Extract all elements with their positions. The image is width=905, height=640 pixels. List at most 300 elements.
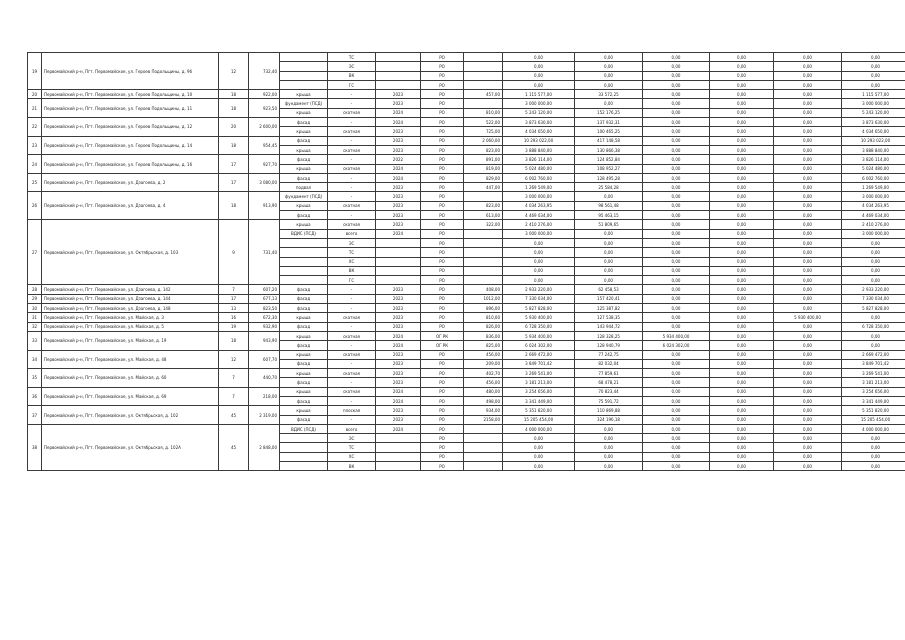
cell-q <box>464 434 503 443</box>
floors-cell: 19 <box>219 322 249 331</box>
table-row <box>28 192 905 201</box>
cell-c3: 0,00 <box>710 99 774 108</box>
cell-year: 2023 <box>376 211 421 220</box>
cell-work <box>280 238 328 247</box>
cell-c3: 0,00 <box>710 443 774 452</box>
cell-mat: скатная <box>328 201 376 210</box>
cell-c2: 0,00 <box>643 462 710 471</box>
cell-c2: 0,00 <box>643 396 710 405</box>
cell-total: 0,00 <box>842 331 905 340</box>
cell-c3: 0,00 <box>710 341 774 350</box>
cell-year: 2023 <box>376 406 421 415</box>
cell-year: 2023 <box>376 90 421 99</box>
cell-c2: 0,00 <box>643 136 710 145</box>
cell-c2: 0,00 <box>643 424 710 433</box>
cell-c4: 0,00 <box>774 192 842 201</box>
cell-mat: - <box>328 155 376 164</box>
cell-year: 2022 <box>376 155 421 164</box>
cell-year: 2023 <box>376 127 421 136</box>
floors-cell: 13 <box>219 304 249 313</box>
cell-c2: 0,00 <box>643 145 710 154</box>
cell-work: ВДИС (ПСД) <box>280 424 328 433</box>
cell-c3: 0,00 <box>710 313 774 322</box>
table-row <box>28 331 905 340</box>
cell-cost: 5 024 480,00 <box>503 164 575 173</box>
cell-year: 2023 <box>376 313 421 322</box>
floors-cell: 18 <box>219 331 249 350</box>
document-sheet <box>27 52 891 471</box>
row-number: 34 <box>28 350 42 369</box>
cell-q <box>464 229 503 238</box>
cell-total: 4 000 000,00 <box>842 424 905 433</box>
cell-q: 725,00 <box>464 127 503 136</box>
cell-c4: 0,00 <box>774 229 842 238</box>
address-cell: Первомайский р-н, Пгт. Первомайское, ул. Майская, д. 3 <box>42 313 219 322</box>
cell-c4: 0,00 <box>774 99 842 108</box>
cell-q: 825,00 <box>464 341 503 350</box>
row-number: 30 <box>28 304 42 313</box>
cell-c2: 0,00 <box>643 415 710 424</box>
floors-cell: 9 <box>219 220 249 285</box>
cell-c3: 0,00 <box>710 266 774 275</box>
cell-cost: 1 269 549,00 <box>503 183 575 192</box>
cell-fin: РО <box>421 350 464 359</box>
cell-year <box>376 266 421 275</box>
cell-c2: 0,00 <box>643 71 710 80</box>
row-number: 29 <box>28 294 42 303</box>
cell-q <box>464 238 503 247</box>
cell-fin: РО <box>421 452 464 461</box>
cell-cost: 4 034 263,95 <box>503 201 575 210</box>
cell-c4: 0,00 <box>774 378 842 387</box>
area-cell: 954,45 <box>249 136 280 155</box>
cell-c1: 0,00 <box>575 424 643 433</box>
cell-cost: 3 849 701,42 <box>503 359 575 368</box>
cell-c2: 0,00 <box>643 294 710 303</box>
cell-c3: 0,00 <box>710 350 774 359</box>
cell-q <box>464 53 503 62</box>
floors-cell: 17 <box>219 155 249 174</box>
cell-c1: 130 866,38 <box>575 145 643 154</box>
cell-fin: РО <box>421 53 464 62</box>
cell-c4: 0,00 <box>774 173 842 182</box>
cell-q <box>464 424 503 433</box>
cell-c4: 0,00 <box>774 331 842 340</box>
cell-q: 836,00 <box>464 331 503 340</box>
cell-q <box>464 248 503 257</box>
row-number: 33 <box>28 331 42 350</box>
floors-cell: 17 <box>219 294 249 303</box>
row-number: 20 <box>28 90 42 99</box>
cell-c4: 0,00 <box>774 71 842 80</box>
cell-q: 891,00 <box>464 155 503 164</box>
floors-cell: 7 <box>219 285 249 294</box>
cell-cost: 2 410 276,00 <box>503 220 575 229</box>
cell-q <box>464 257 503 266</box>
cell-c1: 77 242,75 <box>575 350 643 359</box>
cell-c2: 0,00 <box>643 164 710 173</box>
cell-mat: - <box>328 99 376 108</box>
address-cell: Первомайский р-н, Пгт. Первомайское, ул. Дзагоева, д. 2 <box>42 173 219 192</box>
cell-fin: РО <box>421 359 464 368</box>
cell-fin: РО <box>421 443 464 452</box>
floors-cell: 18 <box>219 99 249 118</box>
cell-cost: 3 341 449,00 <box>503 396 575 405</box>
cell-work <box>280 462 328 471</box>
row-number: 36 <box>28 387 42 406</box>
row-number: 28 <box>28 285 42 294</box>
cell-total: 0,00 <box>842 71 905 80</box>
cell-cost: 3 000 000,00 <box>503 99 575 108</box>
cell-work: крыша <box>280 164 328 173</box>
cell-c2: 0,00 <box>643 53 710 62</box>
cell-mat: ГС <box>328 80 376 89</box>
cell-fin: РО <box>421 322 464 331</box>
cell-c2: 0,00 <box>643 62 710 71</box>
area-cell: 218,00 <box>249 387 280 406</box>
cell-cost: 0,00 <box>503 53 575 62</box>
cell-c4: 0,00 <box>774 406 842 415</box>
area-cell: 2 600,00 <box>249 118 280 137</box>
cell-work: фасад <box>280 304 328 313</box>
cell-total: 0,00 <box>842 434 905 443</box>
cell-c4: 0,00 <box>774 322 842 331</box>
cell-cost: 5 827 828,00 <box>503 304 575 313</box>
cell-work <box>280 80 328 89</box>
cell-fin: РО <box>421 183 464 192</box>
cell-year: 2024 <box>376 331 421 340</box>
cell-mat: ТС <box>328 248 376 257</box>
area-cell: 731,40 <box>249 220 280 285</box>
cell-c1: 95 463,15 <box>575 211 643 220</box>
cell-mat: - <box>328 118 376 127</box>
cell-c4: 0,00 <box>774 462 842 471</box>
cell-c1: 125 387,82 <box>575 304 643 313</box>
cell-c2: 0,00 <box>643 378 710 387</box>
cell-fin: РО <box>421 118 464 127</box>
cell-cost: 6 728 350,00 <box>503 322 575 331</box>
cell-year: 2023 <box>376 294 421 303</box>
floors-cell: 12 <box>219 53 249 90</box>
cell-fin: РО <box>421 155 464 164</box>
cell-work: фасад <box>280 396 328 405</box>
cell-c4: 0,00 <box>774 201 842 210</box>
cell-total: 0,00 <box>842 62 905 71</box>
row-number: 19 <box>28 53 42 90</box>
table-row <box>28 285 905 294</box>
cell-cost: 15 205 454,00 <box>503 415 575 424</box>
cell-c1: 0,00 <box>575 80 643 89</box>
cell-mat: всего <box>328 424 376 433</box>
table-row <box>28 304 905 313</box>
cell-mat: скатная <box>328 108 376 117</box>
cell-mat: - <box>328 285 376 294</box>
cell-year: 2024 <box>376 341 421 350</box>
cell-total: 3 000 000,00 <box>842 99 905 108</box>
address-cell: Первомайский р-н, Пгт. Первомайское, ул. Героев Подольщины, д. 9б <box>42 53 219 90</box>
cell-c3: 0,00 <box>710 155 774 164</box>
cell-year: 2023 <box>376 285 421 294</box>
cell-c2: 0,00 <box>643 173 710 182</box>
cell-fin: РО <box>421 387 464 396</box>
cell-total: 3 849 701,42 <box>842 359 905 368</box>
cell-year: 2024 <box>376 229 421 238</box>
cell-cost: 0,00 <box>503 266 575 275</box>
cell-work <box>280 248 328 257</box>
cell-c1: 100 465,25 <box>575 127 643 136</box>
cell-fin: РО <box>421 406 464 415</box>
area-cell: 732,40 <box>249 53 280 90</box>
cell-mat: - <box>328 415 376 424</box>
address-cell: Первомайский р-н, Пгт. Первомайское, ул. Октябрьская, д. 103 <box>42 220 219 285</box>
cell-c2: 0,00 <box>643 322 710 331</box>
cell-cost: 0,00 <box>503 276 575 285</box>
row-number: 26 <box>28 192 42 220</box>
cell-cost: 6 002 760,00 <box>503 173 575 182</box>
cell-cost: 0,00 <box>503 443 575 452</box>
cell-q: 322,00 <box>464 220 503 229</box>
cell-c2: 0,00 <box>643 266 710 275</box>
cell-work <box>280 276 328 285</box>
cell-total: 3 000 000,00 <box>842 229 905 238</box>
table-row <box>28 406 905 415</box>
cell-c3: 0,00 <box>710 248 774 257</box>
table-row <box>28 387 905 396</box>
cell-total: 0,00 <box>842 452 905 461</box>
cell-work: фасад <box>280 211 328 220</box>
cell-mat: ВК <box>328 71 376 80</box>
cell-mat: - <box>328 304 376 313</box>
address-cell: Первомайский р-н, Пгт. Первомайское, ул. Героев Подольщины, д. 12 <box>42 118 219 137</box>
cell-year: 2024 <box>376 108 421 117</box>
cell-mat: всего <box>328 229 376 238</box>
cell-total: 3 888 840,00 <box>842 145 905 154</box>
cell-year: 2023 <box>376 322 421 331</box>
cell-c4: 0,00 <box>774 248 842 257</box>
row-number: 37 <box>28 406 42 425</box>
area-cell: 932,90 <box>249 322 280 331</box>
cell-fin: РО <box>421 173 464 182</box>
cell-c1: 0,00 <box>575 452 643 461</box>
cell-c1: 0,00 <box>575 434 643 443</box>
cell-cost: 4 469 034,00 <box>503 211 575 220</box>
cell-c3: 0,00 <box>710 359 774 368</box>
cell-work: фасад <box>280 359 328 368</box>
cell-year <box>376 434 421 443</box>
row-number: 24 <box>28 155 42 174</box>
cell-work: крыша <box>280 220 328 229</box>
cell-cost: 0,00 <box>503 434 575 443</box>
cell-c1: 0,00 <box>575 276 643 285</box>
cell-cost: 2 933 220,00 <box>503 285 575 294</box>
cell-cost: 5 351 820,00 <box>503 406 575 415</box>
cell-c1: 75 591,72 <box>575 396 643 405</box>
cell-year <box>376 80 421 89</box>
cell-q: 2158,00 <box>464 415 503 424</box>
cell-c2: 0,00 <box>643 238 710 247</box>
cell-fin: РО <box>421 369 464 378</box>
cell-fin: РО <box>421 266 464 275</box>
cell-total: 2 933 220,00 <box>842 285 905 294</box>
cell-c3: 0,00 <box>710 462 774 471</box>
cell-mat: скатная <box>328 313 376 322</box>
cell-q: 457,00 <box>464 90 503 99</box>
area-cell: 677,13 <box>249 294 280 303</box>
row-number: 25 <box>28 173 42 192</box>
cell-total: 2 410 276,00 <box>842 220 905 229</box>
cell-q <box>464 462 503 471</box>
area-cell: 607,70 <box>249 350 280 369</box>
cell-year: 2023 <box>376 201 421 210</box>
cell-c2: 0,00 <box>643 285 710 294</box>
cell-fin: РО <box>421 211 464 220</box>
cell-work <box>280 257 328 266</box>
floors-cell: 45 <box>219 406 249 425</box>
cell-fin: РО <box>421 90 464 99</box>
cell-total: 0,00 <box>842 248 905 257</box>
area-cell: 913,90 <box>249 192 280 220</box>
cell-total: 0,00 <box>842 341 905 350</box>
cell-year: 2024 <box>376 424 421 433</box>
cell-c3: 0,00 <box>710 136 774 145</box>
cell-cost: 4 034 650,00 <box>503 127 575 136</box>
cell-mat: скатная <box>328 387 376 396</box>
cell-c2: 0,00 <box>643 304 710 313</box>
cell-mat: ТС <box>328 443 376 452</box>
cell-c4: 0,00 <box>774 62 842 71</box>
cell-work: крыша <box>280 406 328 415</box>
cell-c1: 51 809,65 <box>575 220 643 229</box>
cell-q: 826,00 <box>464 322 503 331</box>
cell-year: 2023 <box>376 99 421 108</box>
cell-q: 613,00 <box>464 211 503 220</box>
cell-c3: 0,00 <box>710 164 774 173</box>
cell-mat: - <box>328 136 376 145</box>
address-cell: Первомайский р-н, Пгт. Первомайское, ул. Майская, д. 19 <box>42 331 219 350</box>
cell-c1: 68 478,21 <box>575 378 643 387</box>
cell-c2: 0,00 <box>643 108 710 117</box>
cell-c1: 0,00 <box>575 192 643 201</box>
cell-q: 456,00 <box>464 350 503 359</box>
cell-year <box>376 443 421 452</box>
cell-year <box>376 257 421 266</box>
cell-q <box>464 266 503 275</box>
cell-q: 1012,00 <box>464 294 503 303</box>
cell-year <box>376 276 421 285</box>
cell-work: крыша <box>280 145 328 154</box>
cell-c2: 0,00 <box>643 369 710 378</box>
cell-c2: 0,00 <box>643 183 710 192</box>
cell-work: фасад <box>280 294 328 303</box>
cell-mat: ТС <box>328 53 376 62</box>
cell-c4: 0,00 <box>774 350 842 359</box>
cell-c4: 0,00 <box>774 294 842 303</box>
cell-mat: - <box>328 211 376 220</box>
table-row <box>28 369 905 378</box>
cell-q <box>464 443 503 452</box>
cell-cost: 3 888 840,00 <box>503 145 575 154</box>
cell-year <box>376 452 421 461</box>
cell-c1: 0,00 <box>575 257 643 266</box>
cell-c3: 0,00 <box>710 434 774 443</box>
cell-q <box>464 192 503 201</box>
cell-c3: 0,00 <box>710 71 774 80</box>
cell-mat: ХС <box>328 452 376 461</box>
cell-c1: 0,00 <box>575 238 643 247</box>
cell-c4: 0,00 <box>774 53 842 62</box>
cell-year <box>376 462 421 471</box>
area-cell: 943,90 <box>249 331 280 350</box>
cell-work: фундамент (ПСД) <box>280 192 328 201</box>
cell-fin: РО <box>421 99 464 108</box>
cell-mat: ВК <box>328 266 376 275</box>
cell-year <box>376 62 421 71</box>
address-cell: Первомайский р-н, Пгт. Первомайское, ул. Майская, д. 69 <box>42 387 219 406</box>
address-cell: Первомайский р-н, Пгт. Первомайское, ул. Октябрьская, д. 102 <box>42 406 219 425</box>
address-cell: Первомайский р-н, Пгт. Первомайское, ул. Дзагоева, д. 148 <box>42 304 219 313</box>
cell-cost: 5 934 400,00 <box>503 331 575 340</box>
cell-fin: РО <box>421 220 464 229</box>
cell-fin: РО <box>421 434 464 443</box>
cell-total: 5 351 820,00 <box>842 406 905 415</box>
cell-fin: РО <box>421 127 464 136</box>
cell-c3: 0,00 <box>710 201 774 210</box>
cell-total: 0,00 <box>842 257 905 266</box>
cell-cost: 1 115 577,00 <box>503 90 575 99</box>
cell-c1: 128 940,79 <box>575 341 643 350</box>
cell-c3: 0,00 <box>710 257 774 266</box>
cell-c1: 82 032,04 <box>575 359 643 368</box>
table-row <box>28 155 905 164</box>
floors-cell: 45 <box>219 424 249 470</box>
cell-cost: 0,00 <box>503 257 575 266</box>
cell-year: 2023 <box>376 350 421 359</box>
cell-c1: 0,00 <box>575 99 643 108</box>
table-row <box>28 424 905 433</box>
cell-total: 3 341 449,00 <box>842 396 905 405</box>
cell-c4: 0,00 <box>774 164 842 173</box>
address-cell: Первомайский р-н, Пгт. Первомайское, ул. Дзагоева, д. 144 <box>42 294 219 303</box>
cell-q: 934,00 <box>464 406 503 415</box>
cell-cost: 2 669 472,00 <box>503 350 575 359</box>
address-cell: Первомайский р-н, Пгт. Первомайское, ул. Майская, д. 48 <box>42 350 219 369</box>
cell-fin: РО <box>421 145 464 154</box>
cell-total: 5 827 828,00 <box>842 304 905 313</box>
cell-c2: 0,00 <box>643 248 710 257</box>
cell-q: 498,00 <box>464 396 503 405</box>
cell-year: 2023 <box>376 369 421 378</box>
cell-mat: ЭС <box>328 62 376 71</box>
cell-c3: 0,00 <box>710 145 774 154</box>
cell-work <box>280 266 328 275</box>
area-cell: 927,70 <box>249 155 280 174</box>
cell-mat: - <box>328 90 376 99</box>
repair-program-table <box>27 52 905 471</box>
cell-cost: 3 873 630,00 <box>503 118 575 127</box>
cell-c1: 0,00 <box>575 71 643 80</box>
row-number: 22 <box>28 118 42 137</box>
row-number: 23 <box>28 136 42 155</box>
cell-c2: 0,00 <box>643 434 710 443</box>
cell-year: 2024 <box>376 164 421 173</box>
cell-c4: 0,00 <box>774 211 842 220</box>
cell-c4: 0,00 <box>774 276 842 285</box>
cell-c2: 0,00 <box>643 359 710 368</box>
area-cell: 823,50 <box>249 304 280 313</box>
cell-fin: РО <box>421 304 464 313</box>
cell-total: 4 034 650,00 <box>842 127 905 136</box>
cell-q: 810,00 <box>464 313 503 322</box>
